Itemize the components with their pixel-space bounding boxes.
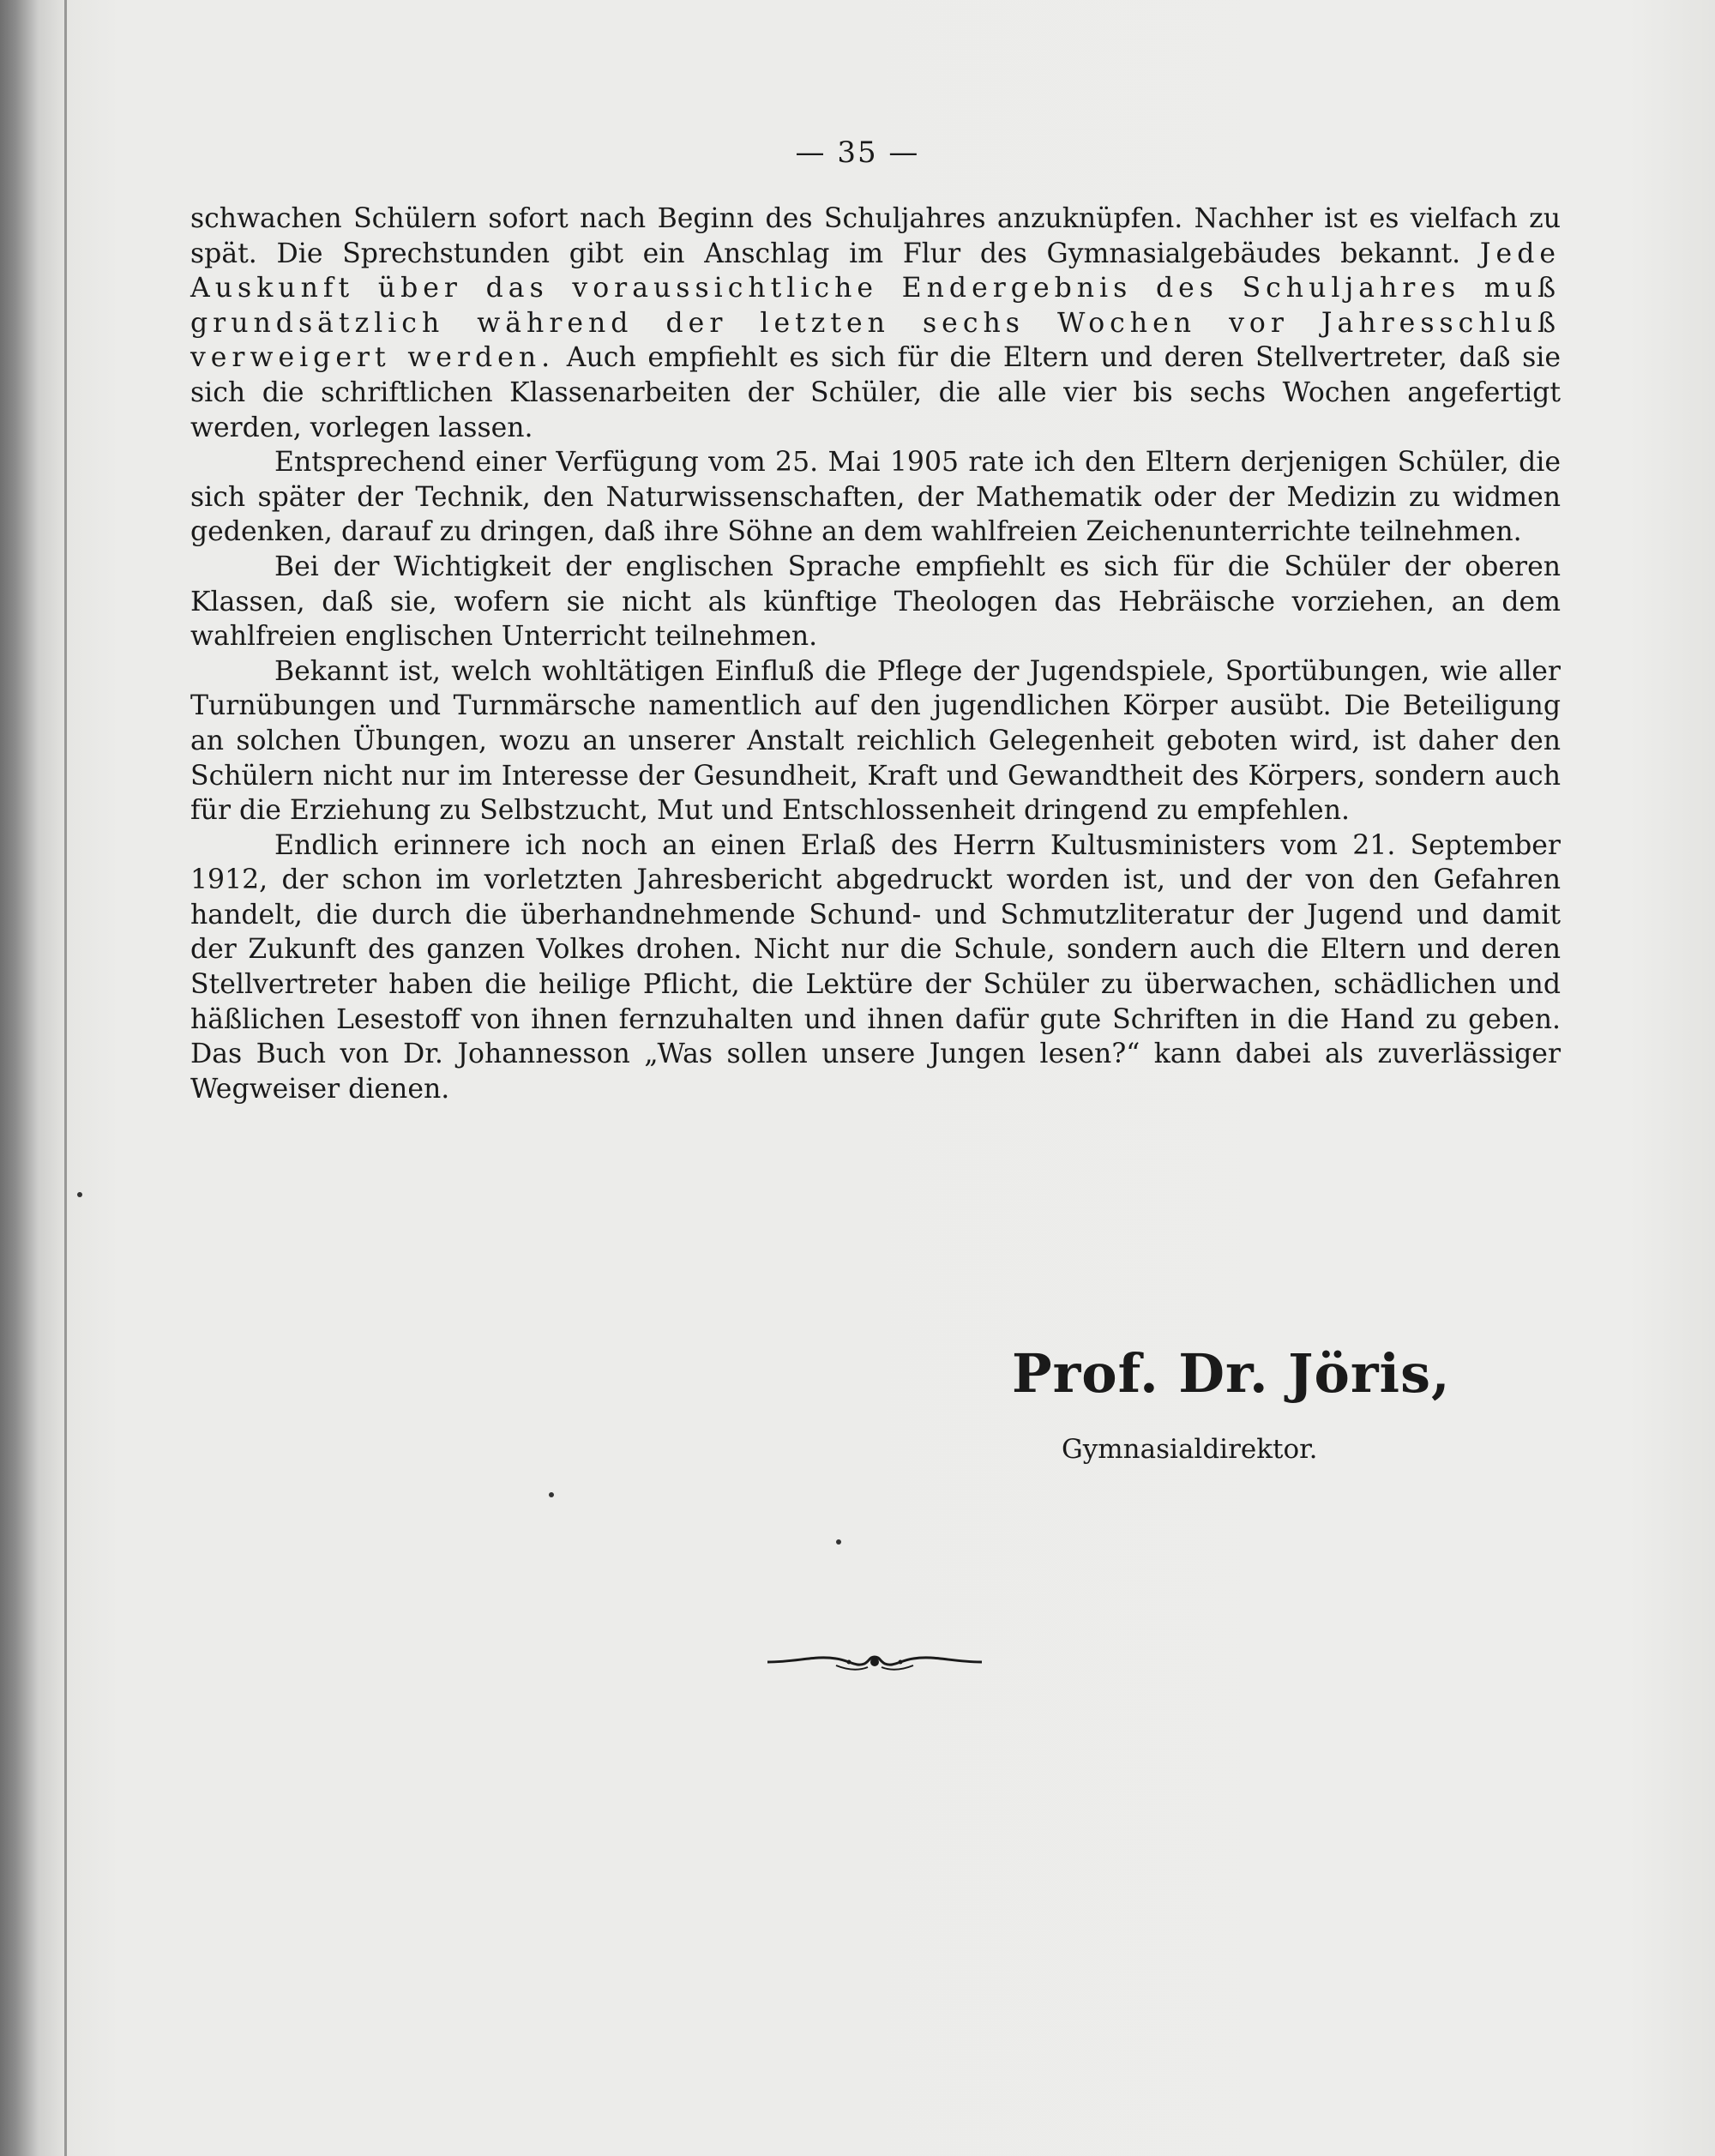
paragraph-text: Bekannt ist, welch wohltätigen Einfluß die Pflege der Jugendspiele, Sportübungen, wie aller Turnübungen und Turnmärsche namentlich auf den jugendlichen Körper ausübt. Die Beteiligung an solchen Übungen, wozu an unserer Anstalt reichlich Gelegenheit geboten wird, ist daher den Schülern nicht nur im Interesse der Gesundheit, Kraft und Gewandtheit des Körpers, sondern auch für die Erziehung zu Selbstzucht, Mut und Entschlossenheit dringend zu empfehlen.	[190, 655, 1561, 827]
emphasized-text: Jede Auskunft über das voraussichtliche Endergebnis des Schuljahres muß grundsätzlich während der letzten sechs Wochen vor Jahresschluß verweigert werden.	[190, 238, 1561, 374]
paragraph-5	[190, 828, 1561, 1107]
paragraph-text: Auch empfiehlt es sich für die Eltern und deren Stellvertreter, daß sie sich die schriftlichen Klassenarbeiten der Schüler, die alle vier bis sechs Wochen angefertigt werden, vorlegen lassen.	[190, 342, 1562, 443]
signature-name: Prof. Dr. Jöris,	[1012, 1342, 1451, 1405]
speck	[77, 1192, 82, 1197]
paragraph-2	[190, 445, 1561, 550]
paragraph-4	[190, 654, 1561, 828]
paragraph-text: Entsprechend einer Verfügung vom 25. Mai 1905 rate ich den Eltern derjenigen Schüler, die sich später der Technik, den Naturwissenschaften, der Mathematik oder der Medizin zu widmen gedenken, darauf zu dringen, daß ihre Söhne an dem wahlfreien Zeichenunterrichte teilnehmen.	[190, 447, 1561, 548]
page-number: — 35 —	[795, 136, 920, 170]
paragraph-text: Endlich erinnere ich noch an einen Erlaß des Herrn Kultusministers vom 21. September 1912, der schon im vorletzten Jahresbericht abgedruckt worden ist, und der von den Gefahren handelt, die durch die überhandnehmende Schund- und Schmutzliteratur der Jugend und damit der Zukunft des ganzen Volkes drohen. Nicht nur die Schule, sondern auch die Eltern und deren Stellvertreter haben die heilige Pflicht, die Lektüre der Schüler zu überwachen, schädlichen und häßlichen Lesestoff von ihnen fernzuhalten und ihnen dafür gute Schriften in die Hand zu geben. Das Buch von Dr. Johannesson „Was sollen unsere Jungen lesen?“ kann dabei als zuverlässiger Wegweiser dienen.	[190, 829, 1561, 1105]
binding-edge	[64, 0, 67, 2156]
paragraph-text: schwachen Schülern sofort nach Beginn des Schuljahres anzuknüpfen. Nachher ist es vielfach zu spät. Die Sprechstunden gibt ein Anschlag im Flur des Gymnasialgebäudes bekannt.	[190, 203, 1561, 269]
speck	[836, 1539, 841, 1545]
paragraph-1	[190, 202, 1561, 445]
ornament-divider-icon	[763, 1645, 986, 1679]
signature-title: Gymnasialdirektor.	[1062, 1434, 1318, 1465]
paragraph-text: Bei der Wichtigkeit der englischen Sprache empfiehlt es sich für die Schüler der oberen Klassen, daß sie, wofern sie nicht als künftige Theologen das Hebräische vorziehen, an dem wahlfreien englischen Unterricht teilnehmen.	[190, 551, 1561, 653]
body-text	[190, 202, 1561, 1106]
paragraph-3	[190, 550, 1561, 654]
speck	[549, 1492, 554, 1497]
